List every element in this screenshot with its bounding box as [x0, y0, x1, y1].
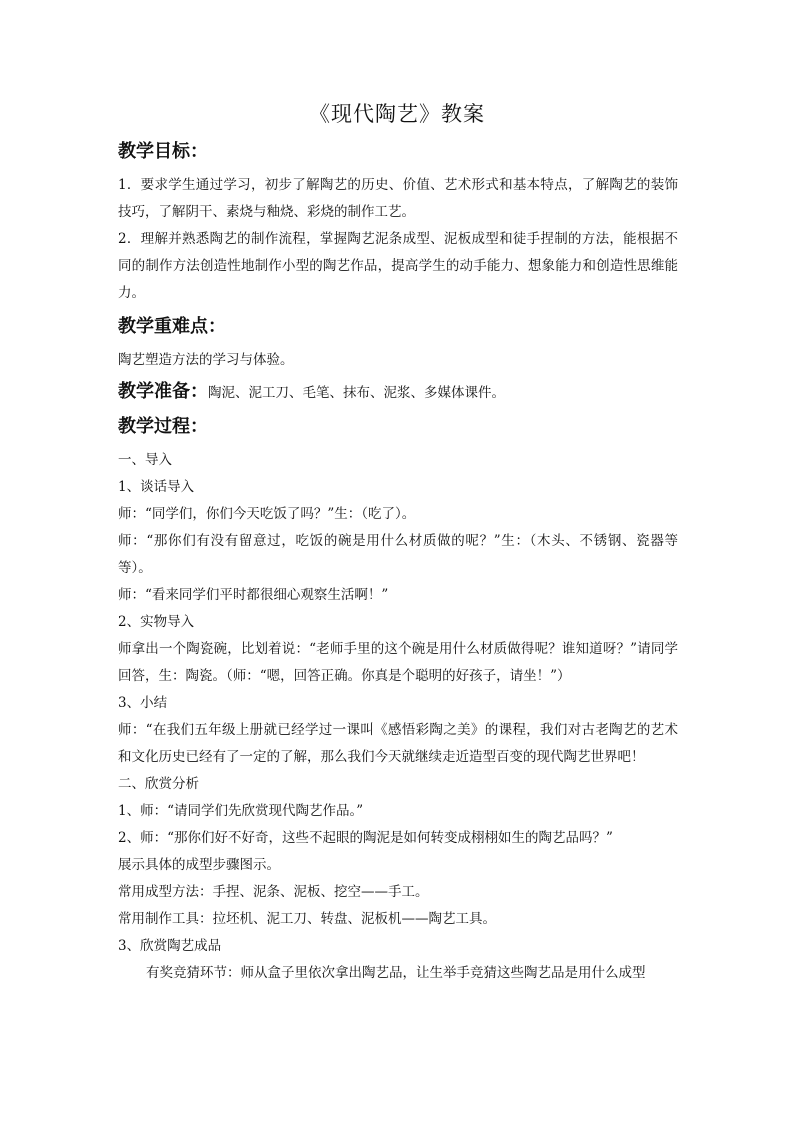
document-title: 《现代陶艺》教案 — [309, 102, 485, 126]
preparation-row — [118, 378, 678, 407]
process-last-paragraph: 有奖竞猜环节：师从盒子里依次拿出陶艺品，让生举手竞猜这些陶艺品是用什么成型 — [146, 965, 646, 981]
process-line: 二、欣赏分析 — [118, 776, 199, 792]
preparation-text: 陶泥、泥工刀、毛笔、抹布、泥浆、多媒体课件。 — [208, 385, 505, 401]
process-line: 师拿出一个陶瓷碗，比划着说：“老师手里的这个碗是用什么材质做得呢？谁知道呀？”请同学回答，生：陶瓷。（师：“嗯，回答正确。你真是个聪明的好孩子，请坐！”） — [118, 641, 678, 684]
objective-item-1: 1．要求学生通过学习，初步了解陶艺的历史、价值、艺术形式和基本特点，了解陶艺的装饰技巧，了解阴干、素烧与釉烧、彩烧的制作工艺。 — [118, 177, 678, 220]
objectives-heading: 教学目标： — [118, 141, 208, 162]
process-line: 常用成型方法：手捏、泥条、泥板、挖空——手工。 — [118, 884, 429, 900]
process-line: 2、实物导入 — [118, 614, 195, 630]
process-line: 师：“在我们五年级上册就已经学过一课叫《感悟彩陶之美》的课程，我们对古老陶艺的艺术和文化历史已经有了一定的了解，那么我们今天就继续走近造型百变的现代陶艺世界吧！ — [118, 722, 678, 765]
process-line: 师：“看来同学们平时都很细心观察生活啊！” — [118, 587, 389, 603]
key-points-heading: 教学重难点： — [118, 316, 226, 337]
process-line: 3、欣赏陶艺成品 — [118, 938, 222, 954]
objective-item-2: 2．理解并熟悉陶艺的制作流程，掌握陶艺泥条成型、泥板成型和徒手捏制的方法，能根据不同的制作方法创造性地制作小型的陶艺作品，提高学生的动手能力、想象能力和创造性思维能力。 — [118, 231, 678, 301]
process-heading: 教学过程： — [118, 416, 208, 437]
preparation-heading: 教学准备： — [118, 381, 208, 402]
process-line: 一、导入 — [118, 452, 172, 468]
process-line: 展示具体的成型步骤图示。 — [118, 857, 280, 873]
process-line: 2、师：“那你们好不好奇，这些不起眼的陶泥是如何转变成栩栩如生的陶艺品吗？” — [118, 830, 613, 846]
process-line: 3、小结 — [118, 695, 168, 711]
process-line: 1、谈话导入 — [118, 479, 195, 495]
key-points-text: 陶艺塑造方法的学习与体验。 — [118, 352, 294, 368]
document-body — [118, 136, 678, 987]
process-line: 1、师：“请同学们先欣赏现代陶艺作品。” — [118, 803, 364, 819]
process-line: 常用制作工具：拉坯机、泥工刀、转盘、泥板机——陶艺工具。 — [118, 911, 496, 927]
process-line: 师：“那你们有没有留意过，吃饭的碗是用什么材质做的呢？”生：（木头、不锈钢、瓷器等等）。 — [118, 533, 678, 576]
process-line: 师：“同学们，你们今天吃饭了吗？”生：（吃了）。 — [118, 506, 416, 522]
